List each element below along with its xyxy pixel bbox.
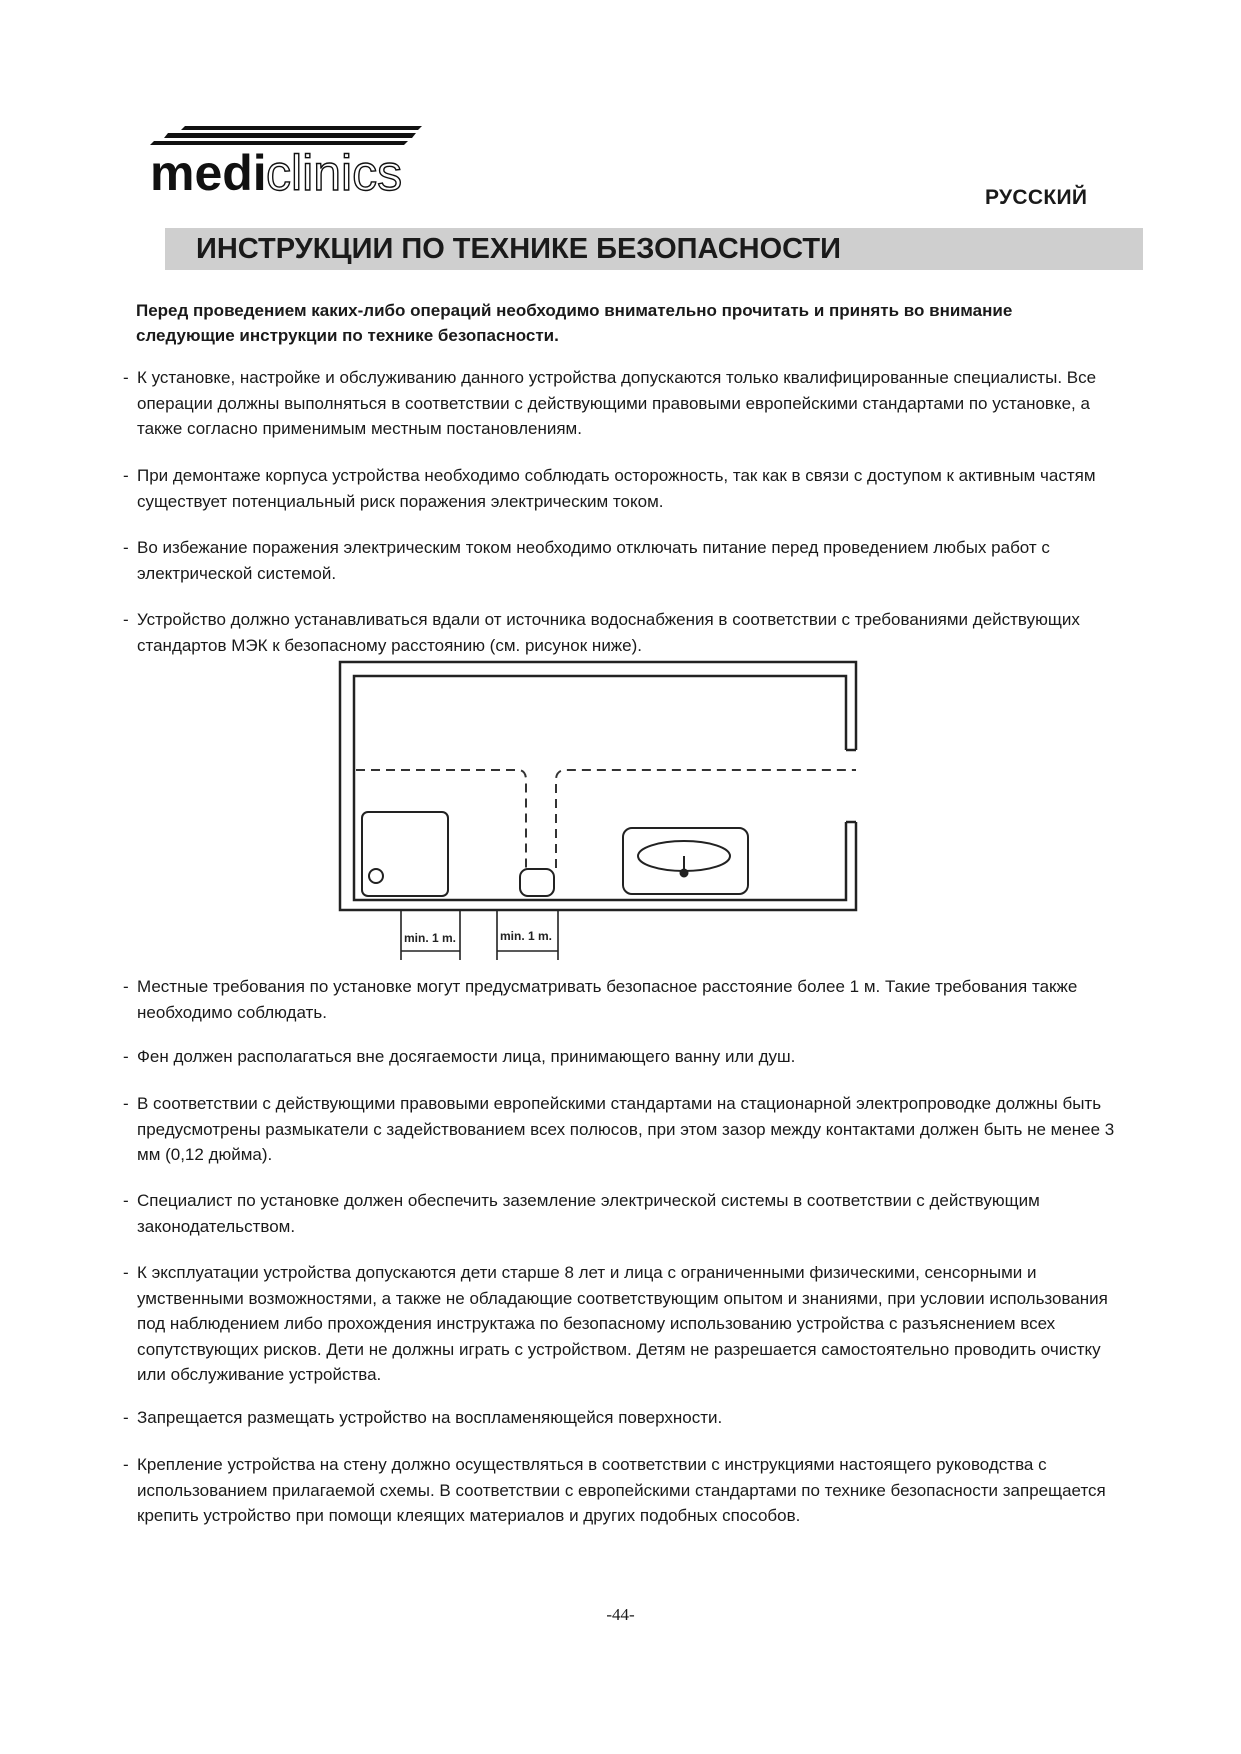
list-item xyxy=(118,365,1118,442)
mediclinics-logo xyxy=(150,118,430,198)
list-item xyxy=(118,1188,1118,1239)
hairdryer-unit xyxy=(520,869,554,896)
bullet-dash: - xyxy=(123,1455,129,1474)
list-item xyxy=(118,463,1118,514)
bullet-dash: - xyxy=(123,610,129,629)
list-item xyxy=(118,1091,1118,1168)
room-inner-wall xyxy=(354,676,846,900)
list-item-text: В соответствии с действующими правовыми европейскими стандартами на стационарной электропроводке должны быть предусмотрены размыкатели с задействованием всех полюсов, при этом зазор между контактами должен быть не менее 3 мм (0,12 дюйма). xyxy=(137,1094,1115,1164)
washbasin xyxy=(623,828,748,894)
bullet-dash: - xyxy=(123,466,129,485)
intro-paragraph: Перед проведением каких-либо операций необходимо внимательно прочитать и принять во внимание следующие инструкции по технике безопасности. xyxy=(136,301,1013,345)
list-item-text: К эксплуатации устройства допускаются дети старше 8 лет и лица с ограниченными физическими, сенсорными и умственными возможностями, а также не обладающие соответствующим опытом и знаниями, при условии использования под наблюдением либо прохождения инструктажа по безопасному использованию устройства с разъяснением всех сопутствующих рисков. Дети не должны играть с устройством. Детям не разрешается самостоятельно проводить очистку или обслуживание устройства. xyxy=(137,1263,1108,1384)
list-item-text: Запрещается размещать устройство на воспламеняющейся поверхности. xyxy=(137,1408,723,1427)
list-item-text: Крепление устройства на стену должно осуществляться в соответствии с инструкциями настоящего руководства с использованием прилагаемой схемы. В соответствии с европейскими стандартами по технике безопасности запрещается крепить устройство при помощи клеящих материалов и других подобных способов. xyxy=(137,1455,1106,1525)
bullet-dash: - xyxy=(123,1047,129,1066)
room-outer-wall xyxy=(340,662,856,910)
bullet-dash: - xyxy=(123,538,129,557)
list-item xyxy=(118,1452,1118,1529)
bullet-dash: - xyxy=(123,977,129,996)
list-item-text: Во избежание поражения электрическим током необходимо отключать питание перед проведением любых работ с электрической системой. xyxy=(137,538,1050,583)
list-item xyxy=(118,1405,1118,1431)
bullet-dash: - xyxy=(123,368,129,387)
bathtub xyxy=(362,812,448,896)
page-number: -44- xyxy=(606,1605,635,1624)
list-item-text: При демонтаже корпуса устройства необходимо соблюдать осторожность, так как в связи с доступом к активным частям существует потенциальный риск поражения электрическим током. xyxy=(137,466,1096,511)
list-item xyxy=(118,974,1118,1025)
list-item xyxy=(118,1044,1118,1070)
list-item xyxy=(118,535,1118,586)
zone-boundary-left xyxy=(356,770,526,868)
logo-brand-light: clinics xyxy=(266,145,403,198)
dimension-label-right: min. 1 m. xyxy=(500,929,553,943)
list-item-text: К установке, настройке и обслуживанию данного устройства допускаются только квалифицированные специалисты. Все операции должны выполняться в соответствии с действующими правовыми европейскими стандартами по установке, а также согласно применимым местным постановлениям. xyxy=(137,368,1097,438)
bullet-dash: - xyxy=(123,1263,129,1282)
list-item xyxy=(118,607,1118,658)
safety-distance-diagram xyxy=(338,660,878,960)
list-item-text: Устройство должно устанавливаться вдали от источника водоснабжения в соответствии с требованиями действующих стандартов МЭК к безопасному расстоянию (см. рисунок ниже). xyxy=(137,610,1080,655)
bullet-dash: - xyxy=(123,1094,129,1113)
bullet-dash: - xyxy=(123,1191,129,1210)
list-item-text: Фен должен располагаться вне досягаемости лица, принимающего ванну или душ. xyxy=(137,1047,796,1066)
dimension-label-left: min. 1 m. xyxy=(404,931,457,945)
list-item-text: Специалист по установке должен обеспечить заземление электрической системы в соответствии с действующим законодательством. xyxy=(137,1191,1040,1236)
bullet-dash: - xyxy=(123,1408,129,1427)
list-item xyxy=(118,1260,1118,1388)
language-label: РУССКИЙ xyxy=(985,186,1088,209)
list-item-text: Местные требования по установке могут предусматривать безопасное расстояние более 1 м. Такие требования также необходимо соблюдать. xyxy=(137,977,1078,1022)
zone-boundary-right xyxy=(556,770,856,868)
logo-brand-bold: medi xyxy=(150,145,267,198)
page-title: ИНСТРУКЦИИ ПО ТЕХНИКЕ БЕЗОПАСНОСТИ xyxy=(196,233,841,265)
